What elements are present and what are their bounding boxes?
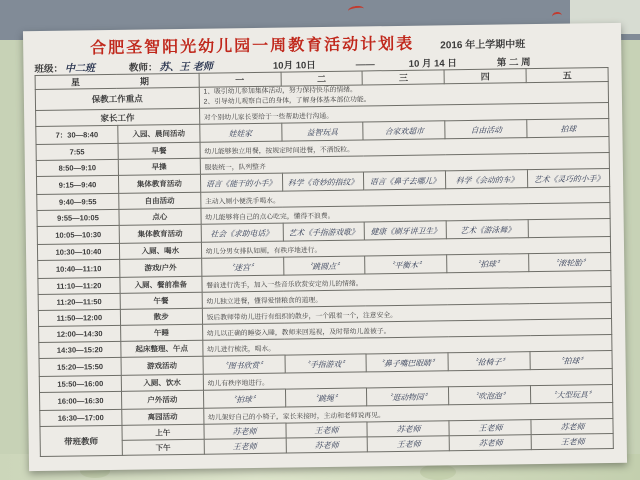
cell-activity: 午睡 [120,325,202,342]
cell-day: 〝滚轮胎〞 [528,253,611,272]
cell-day: 〝吹泡泡〞 [448,386,531,405]
cell-day: 〝抢椅子〞 [448,352,531,371]
cell-time: 7：30—8:40 [36,126,118,145]
cell-time: 15:20—15:50 [39,358,121,377]
teacher-signature: 王老师 [449,420,531,436]
cell-time: 10:30—10:40 [37,244,119,261]
teacher-value: 苏、王 老师 [159,61,214,74]
duty-am-label: 上午 [122,425,204,441]
cell-day: 〝拍球〞 [530,351,613,370]
cell-note: 幼儿能够独立用餐，按规定时间进餐，不洒饭粒。 [200,137,609,159]
cell-day: 〝拍球〞 [203,389,286,408]
cell-note: 餐前进行洗手，加入一些音乐欣赏安定幼儿的情绪。 [202,271,611,293]
cell-note: 服装统一，队列整齐 [200,153,609,175]
teacher-signature: 王老师 [531,434,614,450]
cell-day: 健康《刷牙讲卫生》 [364,221,447,240]
teacher-signature: 苏老师 [367,421,449,437]
cell-day: 语言《能干的小手》 [200,173,283,192]
week-number: 第 二 周 [496,57,531,69]
weekday-header-label: 星 期 [35,73,199,89]
teacher-signature: 苏老师 [531,419,614,435]
class-value: 中二班 [64,63,96,75]
cell-activity: 入厕、饮水 [121,375,203,392]
cell-day: 〝大型玩具〞 [530,385,613,404]
cell-day: 娃娃家 [199,123,282,142]
cell-time: 10:05—10:30 [37,226,119,245]
cell-day: 〝平衡木〞 [365,255,448,274]
cell-time: 12:00—14:30 [39,326,121,343]
parent-work-content: 对个别幼儿家长要给于一些帮助进行沟通。 [199,103,608,125]
duty-teacher-label: 带班教师 [40,426,122,457]
cell-activity: 入园、晨间活动 [118,125,200,144]
teacher-label: 教师： [128,62,158,74]
cell-note: 幼儿架好自己的小椅子，家长来接时，主动和老师说再见。 [203,403,612,425]
care-focus-line: 2、引导幼儿观察自己的身体，了解身体基本部位功能。 [203,96,371,106]
cell-day [528,219,611,238]
cell-time: 11:50—12:00 [38,310,120,327]
cell-activity: 午餐 [120,293,202,310]
cell-day: 艺术《游泳舞》 [446,220,529,239]
teacher-signature: 苏老师 [203,423,285,439]
care-focus-label: 保教工作重点 [35,87,199,111]
cell-day: 语言《鼻子去哪儿》 [364,171,447,190]
cell-day: 艺术《手指游戏歌》 [282,222,365,241]
cell-note: 幼儿分男女排队如厕，有秩序地进行。 [201,237,610,259]
teacher-signature: 王老师 [204,438,286,454]
teacher-signature: 苏老师 [449,435,531,451]
cell-day: 〝跳圆点〞 [283,256,366,275]
cell-time: 10:40—11:10 [38,260,120,279]
cell-day: 〝逛动物园〞 [367,387,450,406]
cell-activity: 起床整理、午点 [121,341,203,358]
day-header: 四 [444,69,526,84]
cell-time: 15:50—16:00 [39,376,121,393]
cell-time: 9:40—9:55 [37,194,119,211]
teacher-signature: 王老师 [367,436,449,452]
cell-note: 幼儿以正确的睡姿入睡，教师来回巡视，及时帮幼儿盖被子。 [202,319,611,341]
cell-activity: 散步 [120,309,202,326]
cell-day: 拍球 [527,119,610,138]
duty-pm-label: 下午 [122,440,204,456]
teacher-signature: 苏老师 [286,437,368,453]
cell-day: 自由活动 [445,120,528,139]
cell-time: 11:20—11:50 [38,294,120,311]
cell-activity: 入厕、喝水 [119,243,201,260]
cell-activity: 早操 [118,159,200,176]
cell-activity: 自由活动 [119,193,201,210]
day-header: 一 [199,72,281,87]
cell-day: 艺术《灵巧的小手》 [527,169,610,188]
term-label: 2016 年上学期中班 [440,39,526,52]
date-dash: —— [355,59,375,71]
tablecloth-pattern [420,464,456,480]
date-start: 10月 10日 [272,60,316,72]
cell-time: 11:10—11:20 [38,278,120,295]
parent-work-label: 家长工作 [36,109,200,127]
cell-day: 〝鼻子嘴巴眼睛〞 [366,353,449,372]
schedule-table [35,67,614,457]
cell-time: 9:55—10:05 [37,210,119,227]
cell-day: 科学《奇妙的指纹》 [282,172,365,191]
cell-day: 〝跳绳〞 [285,388,368,407]
cell-day: 〝手指游戏〞 [284,354,367,373]
cell-day: 〝拍球〞 [447,254,530,273]
teacher-signature: 王老师 [285,422,367,438]
cell-note: 幼儿独立进餐，懂得爱惜粮食的道理。 [202,287,611,309]
page-title: 合肥圣智阳光幼儿园一周教育活动计划表 [90,35,415,58]
cell-activity: 入厕、餐前准备 [120,277,202,294]
cell-note: 饭后教师带幼儿进行有组织的散步，一个跟着一个，注意安全。 [202,303,611,325]
date-end: 10 月 14 日 [408,58,457,70]
cell-time: 16:00—16:30 [40,392,122,411]
cell-note: 主动入厕小便洗手喝水。 [200,187,609,209]
cell-activity: 点心 [119,209,201,226]
care-focus-line: 1、吸引幼儿参加集体活动，努力保持快乐的情绪。 [203,86,357,96]
cell-time: 7:55 [36,144,118,161]
weekly-plan-sheet [23,23,627,471]
cell-time: 8:50—9:10 [36,160,118,177]
cell-note: 幼儿能够将自己的点心吃完，懂得不浪费。 [201,203,610,225]
cell-activity: 集体教育活动 [118,175,200,194]
cell-day: 社会《求助电话》 [201,223,284,242]
cell-time: 9:15—9:40 [36,176,118,195]
cell-time: 14:30—15:20 [39,342,121,359]
cell-day: 〝迷宫〞 [201,257,284,276]
cell-activity: 户外活动 [121,391,203,410]
day-header: 五 [526,68,608,83]
cell-day: 科学《会动的车》 [445,170,528,189]
day-header: 二 [281,71,363,86]
cell-day: 合家欢超市 [363,121,446,140]
cell-time: 16:30—17:00 [40,410,122,427]
cell-day: 〝图书欣赏〞 [202,355,285,374]
cell-note: 幼儿有秩序地进行。 [203,369,612,391]
cell-day: 益智玩具 [281,122,364,141]
cell-activity: 早餐 [118,143,200,160]
day-header: 三 [362,70,444,85]
cell-activity: 离园活动 [122,409,204,426]
class-label: 班级： [34,63,64,76]
cell-activity: 游戏活动 [121,357,203,376]
cell-note: 幼儿进行梳洗，喝水。 [202,335,611,357]
cell-activity: 游戏/户外 [120,259,202,278]
cell-activity: 集体教育活动 [119,225,201,244]
